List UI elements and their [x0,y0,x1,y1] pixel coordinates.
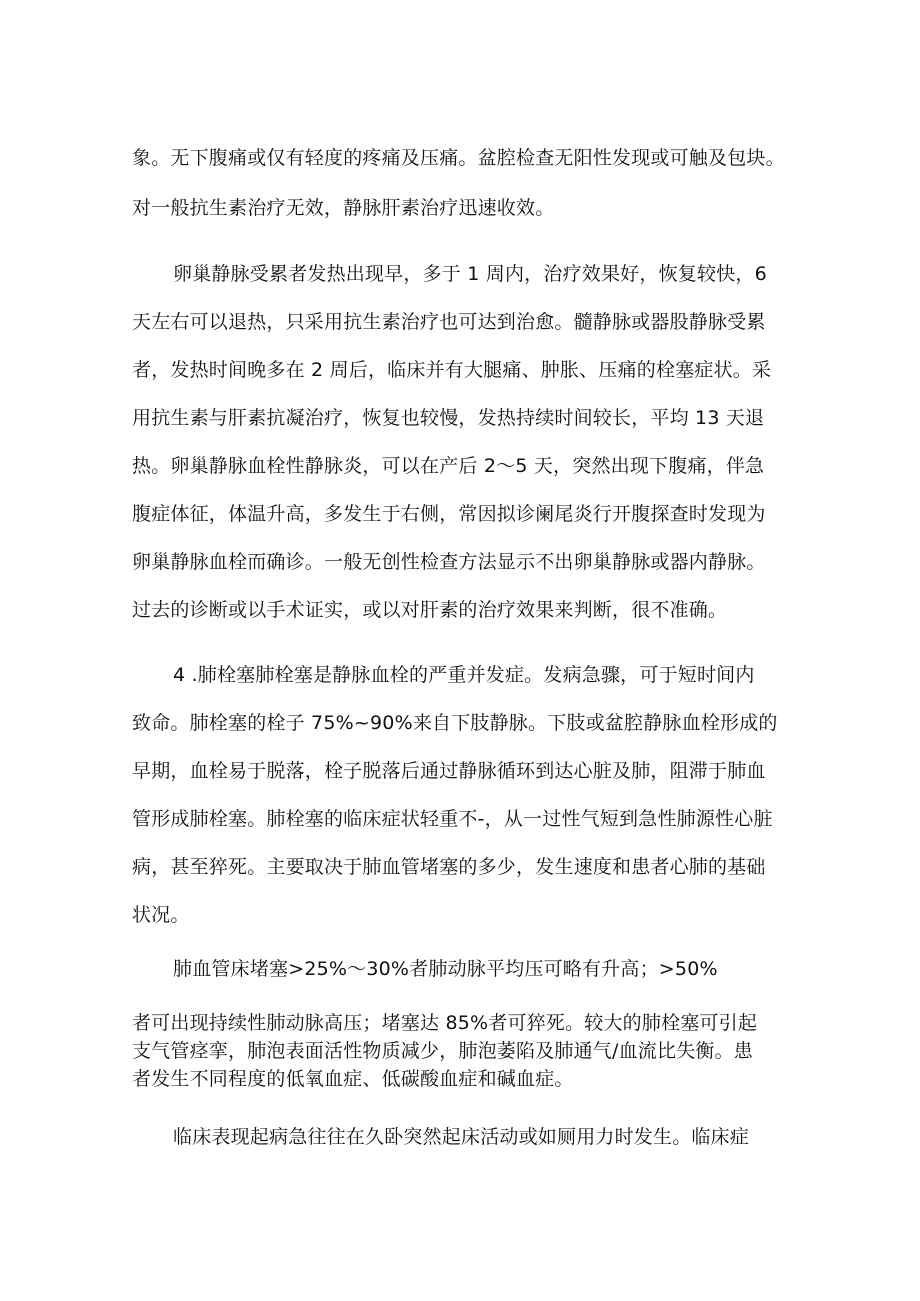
text-line: 4 .肺栓塞肺栓塞是静脉血栓的严重并发症。发病急骤，可于短时间内 [173,664,755,686]
text-line: 卵巢静脉血栓而确诊。一般无创性检查方法显示不出卵巢静脉或器内静脉。 [132,551,766,573]
text-line: 天左右可以退热，只采用抗生素治疗也可达到治愈。髓静脉或器股静脉受累 [132,311,766,333]
text-line: 病，甚至猝死。主要取决于肺血管堵塞的多少，发生速度和患者心肺的基础 [132,856,766,878]
text-line: 致命。肺栓塞的栓子 75%~90%来自下肢静脉。下肢或盆腔静脉血栓形成的 [132,712,778,734]
text-line: 象。无下腹痛或仅有轻度的疼痛及压痛。盆腔检查无阳性发现或可触及包块。 [132,147,785,169]
text-line: 卵巢静脉受累者发热出现早，多于 1 周内，治疗效果好，恢复较快，6 [173,263,767,285]
text-line: 腹症体征，体温升高，多发生于右侧，常因拟诊阑尾炎行开腹探查时发现为 [132,503,766,525]
text-line: 管形成肺栓塞。肺栓塞的临床症状轻重不-，从一过性气短到急性肺源性心脏 [132,808,773,830]
text-line: 对一般抗生素治疗无效，静脉肝素治疗迅速收效。 [132,197,555,219]
text-line: 用抗生素与肝素抗凝治疗，恢复也较慢，发热持续时间较长，平均 13 天退 [132,407,765,429]
text-line: 早期，血栓易于脱落，栓子脱落后通过静脉循环到达心脏及肺，阻滞于肺血 [132,760,766,782]
text-line: 肺血管床堵塞>25%～30%者肺动脉平均压可略有升高；>50% [173,958,718,980]
text-line: 临床表现起病急往往在久卧突然起床活动或如厕用力时发生。临床症 [173,1126,750,1148]
text-line: 者发生不同程度的低氧血症、低碳酸血症和碱血症。 [132,1068,574,1090]
text-line: 支气管痉挛，肺泡表面活性物质减少，肺泡萎陷及肺通气/血流比失衡。患 [132,1040,754,1062]
text-line: 过去的诊断或以手术证实，或以对肝素的治疗效果来判断，很不准确。 [132,599,728,621]
text-line: 热。卵巢静脉血栓性静脉炎，可以在产后 2～5 天，突然出现下腹痛，伴急 [132,455,765,477]
text-line: 状况。 [132,904,190,926]
text-line: 者，发热时间晚多在 2 周后，临床并有大腿痛、肿胀、压痛的栓塞症状。采 [132,359,772,381]
text-line: 者可出现持续性肺动脉高压；堵塞达 85%者可猝死。较大的肺栓塞可引起 [132,1012,758,1034]
